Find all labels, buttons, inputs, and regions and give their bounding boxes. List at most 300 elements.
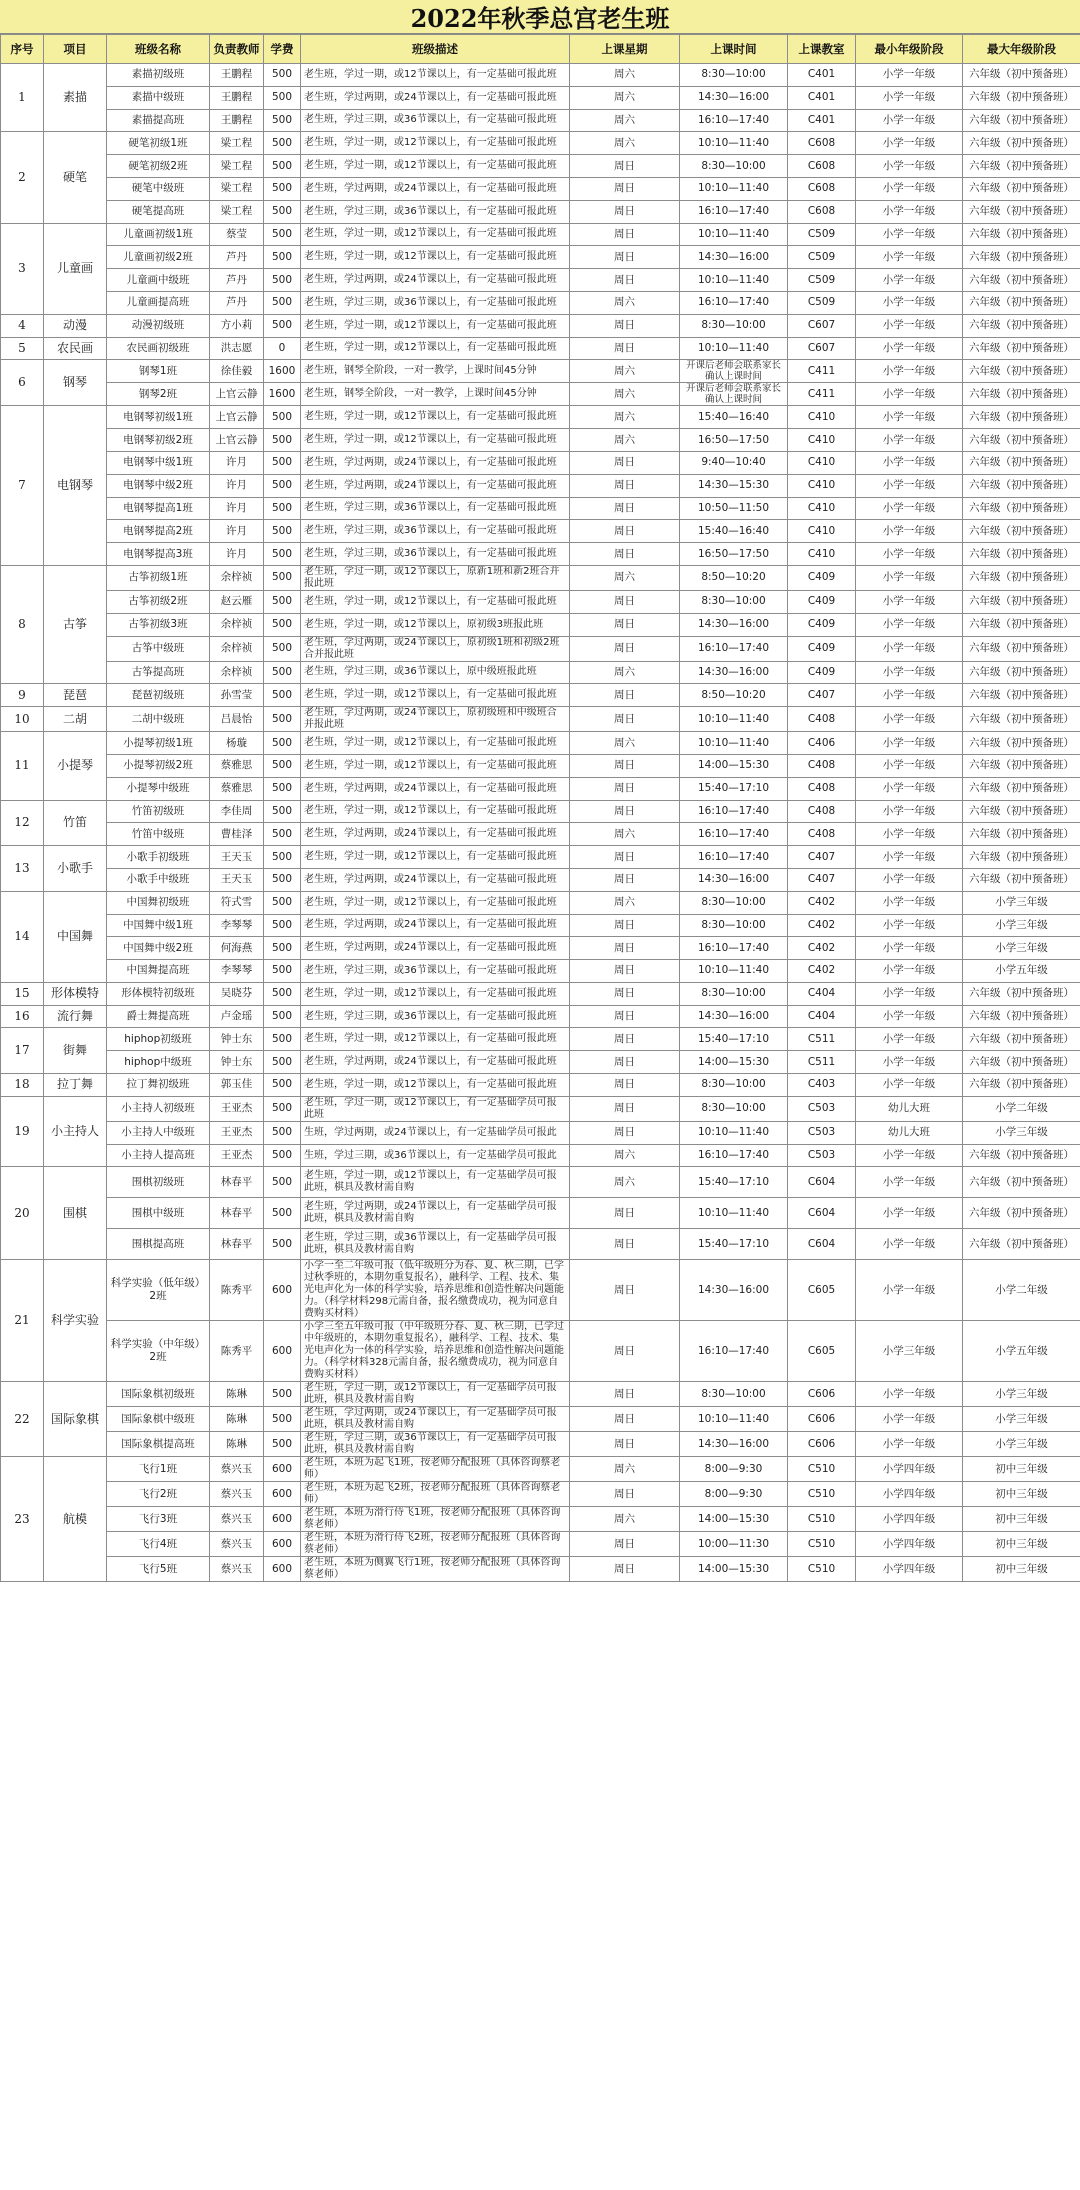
cell-description: 老生班，学过三期，或36节课以上，有一定基础可报此班	[301, 109, 570, 132]
cell-max-grade: 六年级（初中预备班）	[963, 177, 1080, 200]
cell-min-grade: 小学一年级	[856, 474, 963, 497]
cell-room: C408	[788, 777, 856, 800]
cell-weekday: 周六	[570, 1457, 680, 1482]
cell-min-grade: 小学一年级	[856, 406, 963, 429]
cell-weekday: 周日	[570, 1005, 680, 1028]
cell-min-grade: 小学一年级	[856, 684, 963, 707]
cell-weekday: 周六	[570, 732, 680, 755]
cell-class-name: 儿童画中级班	[107, 269, 210, 292]
cell-teacher: 李佳周	[210, 800, 264, 823]
cell-min-grade: 幼儿大班	[856, 1096, 963, 1121]
table-row	[1, 590, 1080, 613]
cell-fee: 500	[264, 1407, 301, 1432]
cell-class-name: 古筝初级3班	[107, 613, 210, 636]
cell-time: 8:30—10:00	[680, 155, 788, 178]
cell-project: 拉丁舞	[44, 1074, 107, 1097]
table-row	[1, 155, 1080, 178]
cell-class-name: 国际象棋中级班	[107, 1407, 210, 1432]
cell-min-grade: 小学一年级	[856, 1260, 963, 1321]
cell-description: 老生班，学过三期，或36节课以上，有一定基础可报此班	[301, 543, 570, 566]
cell-description: 老生班，学过两期，或24节课以上，有一定基础可报此班	[301, 86, 570, 109]
cell-max-grade: 初中三年级	[963, 1557, 1080, 1582]
cell-time: 8:30—10:00	[680, 914, 788, 937]
cell-time: 16:10—17:40	[680, 846, 788, 869]
cell-group-number: 15	[1, 982, 44, 1005]
cell-project: 古筝	[44, 565, 107, 683]
cell-time: 14:00—15:30	[680, 754, 788, 777]
cell-min-grade: 小学一年级	[856, 497, 963, 520]
cell-min-grade: 小学一年级	[856, 661, 963, 684]
cell-room: C408	[788, 823, 856, 846]
table-row	[1, 982, 1080, 1005]
cell-teacher: 蔡雅思	[210, 754, 264, 777]
cell-room: C411	[788, 383, 856, 406]
cell-time: 15:40—17:10	[680, 1167, 788, 1198]
cell-time: 16:10—17:40	[680, 823, 788, 846]
table-row	[1, 1482, 1080, 1507]
cell-fee: 500	[264, 1005, 301, 1028]
cell-description: 老生班，学过两期，或24节课以上，有一定基础可报此班	[301, 777, 570, 800]
cell-min-grade: 小学三年级	[856, 1321, 963, 1382]
cell-teacher: 林春平	[210, 1229, 264, 1260]
cell-weekday: 周日	[570, 613, 680, 636]
cell-max-grade: 小学三年级	[963, 1382, 1080, 1407]
cell-teacher: 王天玉	[210, 868, 264, 891]
cell-description: 小学一至二年级可报（低年级班分为春、夏、秋三期，已学过秋季班的，本期勿重复报名），融科学、工程、技术、集光电声化为一体的科学实验，培养思维和创造性解决问题能力。（科学材料298元需自备，报名缴费成功，视为同意自费购买材料）	[301, 1260, 570, 1321]
cell-time: 10:10—11:40	[680, 732, 788, 755]
cell-time: 10:10—11:40	[680, 1198, 788, 1229]
cell-teacher: 王亚杰	[210, 1121, 264, 1144]
cell-teacher: 梁工程	[210, 177, 264, 200]
cell-teacher: 许月	[210, 451, 264, 474]
cell-fee: 500	[264, 777, 301, 800]
cell-project: 素描	[44, 64, 107, 132]
cell-max-grade: 六年级（初中预备班）	[963, 474, 1080, 497]
cell-project: 航模	[44, 1457, 107, 1582]
cell-fee: 500	[264, 754, 301, 777]
cell-time: 14:30—16:00	[680, 86, 788, 109]
cell-max-grade: 六年级（初中预备班）	[963, 1229, 1080, 1260]
cell-weekday: 周日	[570, 868, 680, 891]
table-row	[1, 1121, 1080, 1144]
cell-max-grade: 六年级（初中预备班）	[963, 1074, 1080, 1097]
cell-fee: 500	[264, 960, 301, 983]
cell-max-grade: 六年级（初中预备班）	[963, 1167, 1080, 1198]
cell-fee: 500	[264, 1144, 301, 1167]
cell-room: C409	[788, 590, 856, 613]
cell-fee: 600	[264, 1507, 301, 1532]
cell-teacher: 杨璇	[210, 732, 264, 755]
table-row	[1, 1229, 1080, 1260]
cell-project: 围棋	[44, 1167, 107, 1260]
cell-fee: 500	[264, 474, 301, 497]
cell-max-grade: 六年级（初中预备班）	[963, 777, 1080, 800]
cell-max-grade: 六年级（初中预备班）	[963, 732, 1080, 755]
cell-project: 硬笔	[44, 132, 107, 223]
table-row	[1, 1028, 1080, 1051]
table-row	[1, 269, 1080, 292]
cell-room: C608	[788, 132, 856, 155]
cell-room: C404	[788, 982, 856, 1005]
cell-room: C510	[788, 1482, 856, 1507]
cell-time: 10:10—11:40	[680, 337, 788, 360]
cell-min-grade: 小学一年级	[856, 868, 963, 891]
cell-max-grade: 六年级（初中预备班）	[963, 982, 1080, 1005]
cell-max-grade: 六年级（初中预备班）	[963, 246, 1080, 269]
cell-time: 10:10—11:40	[680, 1407, 788, 1432]
cell-group-number: 8	[1, 565, 44, 683]
cell-class-name: 飞行4班	[107, 1532, 210, 1557]
cell-class-name: 小提琴中级班	[107, 777, 210, 800]
cell-room: C410	[788, 474, 856, 497]
cell-description: 老生班，学过两期，或24节课以上，有一定基础学员可报此班，棋具及教材需自购	[301, 1407, 570, 1432]
cell-fee: 600	[264, 1457, 301, 1482]
cell-min-grade: 小学一年级	[856, 246, 963, 269]
table-row	[1, 1407, 1080, 1432]
cell-description: 老生班，本班为滑行侍飞2班，按老师分配报班（具体咨询蔡老师）	[301, 1532, 570, 1557]
cell-room: C401	[788, 109, 856, 132]
cell-class-name: 中国舞中级1班	[107, 914, 210, 937]
cell-min-grade: 小学一年级	[856, 360, 963, 383]
cell-min-grade: 小学四年级	[856, 1457, 963, 1482]
cell-max-grade: 六年级（初中预备班）	[963, 800, 1080, 823]
cell-time: 8:30—10:00	[680, 64, 788, 87]
table-row	[1, 86, 1080, 109]
cell-teacher: 梁工程	[210, 200, 264, 223]
cell-teacher: 余梓祯	[210, 613, 264, 636]
cell-fee: 1600	[264, 360, 301, 383]
cell-group-number: 23	[1, 1457, 44, 1582]
cell-room: C401	[788, 86, 856, 109]
cell-room: C410	[788, 406, 856, 429]
cell-description: 老生班，学过一期，或12节课以上，有一定基础可报此班	[301, 337, 570, 360]
cell-time: 14:30—16:00	[680, 1432, 788, 1457]
cell-weekday: 周六	[570, 132, 680, 155]
cell-class-name: 小主持人中级班	[107, 1121, 210, 1144]
cell-teacher: 芦丹	[210, 246, 264, 269]
cell-teacher: 蔡兴玉	[210, 1507, 264, 1532]
cell-class-name: 硬笔初级1班	[107, 132, 210, 155]
cell-room: C402	[788, 937, 856, 960]
cell-fee: 500	[264, 1074, 301, 1097]
cell-room: C409	[788, 661, 856, 684]
table-row	[1, 291, 1080, 314]
cell-time: 8:00—9:30	[680, 1457, 788, 1482]
cell-min-grade: 小学一年级	[856, 429, 963, 452]
cell-time: 14:30—15:30	[680, 474, 788, 497]
cell-fee: 500	[264, 64, 301, 87]
cell-fee: 600	[264, 1321, 301, 1382]
cell-description: 老生班，学过一期，或12节课以上，有一定基础可报此班	[301, 1074, 570, 1097]
cell-teacher: 王鹏程	[210, 64, 264, 87]
cell-class-name: 素描提高班	[107, 109, 210, 132]
cell-min-grade: 小学一年级	[856, 177, 963, 200]
cell-fee: 500	[264, 86, 301, 109]
cell-weekday: 周日	[570, 1382, 680, 1407]
cell-description: 老生班，学过三期，或36节课以上，有一定基础可报此班	[301, 497, 570, 520]
header-room: 上课教室	[788, 35, 856, 64]
cell-room: C401	[788, 64, 856, 87]
cell-time: 8:30—10:00	[680, 314, 788, 337]
cell-class-name: 儿童画初级2班	[107, 246, 210, 269]
cell-group-number: 19	[1, 1096, 44, 1167]
cell-teacher: 郭玉佳	[210, 1074, 264, 1097]
cell-fee: 500	[264, 520, 301, 543]
cell-description: 老生班，学过三期，或36节课以上，原中级班报此班	[301, 661, 570, 684]
table-row	[1, 497, 1080, 520]
cell-weekday: 周日	[570, 800, 680, 823]
table-row	[1, 543, 1080, 566]
cell-min-grade: 小学一年级	[856, 1407, 963, 1432]
cell-teacher: 曹桂泽	[210, 823, 264, 846]
cell-teacher: 陈琳	[210, 1432, 264, 1457]
cell-class-name: 素描初级班	[107, 64, 210, 87]
cell-max-grade: 小学五年级	[963, 960, 1080, 983]
class-schedule-table	[0, 34, 1080, 1582]
cell-time: 10:10—11:40	[680, 1121, 788, 1144]
cell-time: 10:10—11:40	[680, 223, 788, 246]
cell-max-grade: 小学五年级	[963, 1321, 1080, 1382]
cell-class-name: 中国舞提高班	[107, 960, 210, 983]
cell-teacher: 芦丹	[210, 291, 264, 314]
cell-teacher: 李琴琴	[210, 960, 264, 983]
cell-max-grade: 小学三年级	[963, 1121, 1080, 1144]
cell-time: 8:30—10:00	[680, 1096, 788, 1121]
cell-min-grade: 小学一年级	[856, 200, 963, 223]
cell-room: C605	[788, 1321, 856, 1382]
cell-room: C403	[788, 1074, 856, 1097]
table-row	[1, 132, 1080, 155]
cell-fee: 600	[264, 1532, 301, 1557]
cell-group-number: 5	[1, 337, 44, 360]
cell-min-grade: 小学四年级	[856, 1532, 963, 1557]
cell-min-grade: 小学一年级	[856, 1167, 963, 1198]
cell-time: 14:30—16:00	[680, 868, 788, 891]
cell-class-name: 小提琴初级2班	[107, 754, 210, 777]
cell-weekday: 周六	[570, 360, 680, 383]
cell-room: C503	[788, 1096, 856, 1121]
cell-fee: 500	[264, 982, 301, 1005]
cell-teacher: 上官云静	[210, 429, 264, 452]
table-row	[1, 1532, 1080, 1557]
table-row	[1, 406, 1080, 429]
cell-teacher: 上官云静	[210, 383, 264, 406]
cell-min-grade: 小学一年级	[856, 132, 963, 155]
table-row	[1, 1144, 1080, 1167]
cell-time: 14:00—15:30	[680, 1557, 788, 1582]
cell-teacher: 蔡莹	[210, 223, 264, 246]
cell-min-grade: 小学一年级	[856, 590, 963, 613]
table-row	[1, 1432, 1080, 1457]
cell-min-grade: 小学一年级	[856, 982, 963, 1005]
cell-max-grade: 六年级（初中预备班）	[963, 86, 1080, 109]
cell-room: C407	[788, 868, 856, 891]
cell-class-name: 飞行3班	[107, 1507, 210, 1532]
cell-room: C404	[788, 1005, 856, 1028]
cell-class-name: 古筝初级1班	[107, 565, 210, 590]
cell-min-grade: 小学一年级	[856, 269, 963, 292]
cell-weekday: 周日	[570, 155, 680, 178]
table-row	[1, 1382, 1080, 1407]
cell-description: 老生班，学过两期，或24节课以上，有一定基础可报此班	[301, 1051, 570, 1074]
cell-weekday: 周六	[570, 823, 680, 846]
cell-time: 16:10—17:40	[680, 109, 788, 132]
cell-weekday: 周六	[570, 383, 680, 406]
cell-teacher: 蔡兴玉	[210, 1482, 264, 1507]
cell-weekday: 周日	[570, 1557, 680, 1582]
cell-max-grade: 六年级（初中预备班）	[963, 269, 1080, 292]
cell-time: 15:40—17:10	[680, 1028, 788, 1051]
cell-group-number: 20	[1, 1167, 44, 1260]
cell-class-name: hiphop中级班	[107, 1051, 210, 1074]
table-row	[1, 474, 1080, 497]
cell-fee: 500	[264, 636, 301, 661]
cell-max-grade: 初中三年级	[963, 1457, 1080, 1482]
cell-description: 老生班，学过两期，或24节课以上，有一定基础可报此班	[301, 823, 570, 846]
cell-class-name: 儿童画提高班	[107, 291, 210, 314]
cell-min-grade: 小学一年级	[856, 914, 963, 937]
cell-time: 14:30—16:00	[680, 246, 788, 269]
cell-teacher: 钟士东	[210, 1028, 264, 1051]
cell-room: C510	[788, 1557, 856, 1582]
cell-description: 老生班，学过三期，或36节课以上，有一定基础可报此班	[301, 291, 570, 314]
table-row	[1, 1198, 1080, 1229]
cell-fee: 600	[264, 1557, 301, 1582]
cell-class-name: 小主持人初级班	[107, 1096, 210, 1121]
cell-weekday: 周日	[570, 960, 680, 983]
cell-group-number: 9	[1, 684, 44, 707]
cell-description: 老生班，学过一期，或12节课以上，有一定基础可报此班	[301, 846, 570, 869]
cell-time: 10:00—11:30	[680, 1532, 788, 1557]
cell-room: C408	[788, 707, 856, 732]
cell-group-number: 3	[1, 223, 44, 314]
cell-teacher: 王天玉	[210, 846, 264, 869]
cell-description: 老生班，学过三期，或36节课以上，有一定基础学员可报此班，棋具及教材需自购	[301, 1432, 570, 1457]
cell-project: 农民画	[44, 337, 107, 360]
cell-weekday: 周日	[570, 754, 680, 777]
cell-project: 竹笛	[44, 800, 107, 846]
cell-description: 老生班，学过一期，或12节课以上，有一定基础可报此班	[301, 223, 570, 246]
table-row	[1, 1167, 1080, 1198]
cell-group-number: 2	[1, 132, 44, 223]
cell-weekday: 周六	[570, 565, 680, 590]
cell-teacher: 蔡兴玉	[210, 1557, 264, 1582]
cell-teacher: 符式雪	[210, 891, 264, 914]
cell-time: 14:30—16:00	[680, 661, 788, 684]
cell-weekday: 周日	[570, 1321, 680, 1382]
cell-min-grade: 小学一年级	[856, 314, 963, 337]
cell-max-grade: 六年级（初中预备班）	[963, 337, 1080, 360]
cell-time: 8:30—10:00	[680, 1382, 788, 1407]
cell-weekday: 周日	[570, 269, 680, 292]
cell-description: 老生班，学过一期，或12节课以上，有一定基础可报此班	[301, 754, 570, 777]
cell-min-grade: 小学一年级	[856, 800, 963, 823]
cell-group-number: 1	[1, 64, 44, 132]
cell-min-grade: 小学四年级	[856, 1557, 963, 1582]
cell-time: 16:50—17:50	[680, 543, 788, 566]
cell-teacher: 李琴琴	[210, 914, 264, 937]
cell-class-name: 古筝中级班	[107, 636, 210, 661]
cell-time: 10:10—11:40	[680, 132, 788, 155]
cell-min-grade: 小学一年级	[856, 960, 963, 983]
table-row	[1, 754, 1080, 777]
cell-teacher: 吴晓芬	[210, 982, 264, 1005]
cell-min-grade: 小学一年级	[856, 1432, 963, 1457]
cell-min-grade: 小学一年级	[856, 613, 963, 636]
table-row	[1, 1051, 1080, 1074]
cell-room: C510	[788, 1507, 856, 1532]
cell-weekday: 周日	[570, 1407, 680, 1432]
cell-description: 老生班，本班为起飞2班，按老师分配报班（具体咨询蔡老师）	[301, 1482, 570, 1507]
cell-description: 老生班，学过一期，或12节课以上，有一定基础可报此班	[301, 1028, 570, 1051]
cell-weekday: 周六	[570, 1144, 680, 1167]
table-row	[1, 1074, 1080, 1097]
cell-description: 老生班，学过一期，或12节课以上，有一定基础可报此班	[301, 155, 570, 178]
cell-room: C608	[788, 177, 856, 200]
cell-weekday: 周六	[570, 86, 680, 109]
header-class-name: 班级名称	[107, 35, 210, 64]
cell-max-grade: 六年级（初中预备班）	[963, 846, 1080, 869]
cell-project: 琵琶	[44, 684, 107, 707]
cell-fee: 500	[264, 200, 301, 223]
cell-group-number: 16	[1, 1005, 44, 1028]
cell-room: C411	[788, 360, 856, 383]
cell-max-grade: 六年级（初中预备班）	[963, 1051, 1080, 1074]
cell-description: 老生班，学过一期，或12节课以上，有一定基础学员可报此班，棋具及教材需自购	[301, 1167, 570, 1198]
table-row	[1, 823, 1080, 846]
cell-class-name: 国际象棋初级班	[107, 1382, 210, 1407]
table-header	[1, 35, 1080, 64]
cell-class-name: 飞行5班	[107, 1557, 210, 1582]
cell-min-grade: 小学一年级	[856, 64, 963, 87]
cell-min-grade: 幼儿大班	[856, 1121, 963, 1144]
table-row	[1, 314, 1080, 337]
cell-room: C409	[788, 565, 856, 590]
cell-teacher: 蔡雅思	[210, 777, 264, 800]
cell-teacher: 何海燕	[210, 937, 264, 960]
cell-min-grade: 小学一年级	[856, 1144, 963, 1167]
cell-time: 16:10—17:40	[680, 200, 788, 223]
cell-weekday: 周日	[570, 1532, 680, 1557]
cell-min-grade: 小学一年级	[856, 86, 963, 109]
cell-description: 老生班，学过一期，或12节课以上，有一定基础可报此班	[301, 891, 570, 914]
cell-fee: 500	[264, 269, 301, 292]
cell-min-grade: 小学一年级	[856, 451, 963, 474]
cell-description: 老生班，学过一期，或12节课以上，有一定基础可报此班	[301, 406, 570, 429]
cell-class-name: 琵琶初级班	[107, 684, 210, 707]
cell-class-name: 中国舞初级班	[107, 891, 210, 914]
header-max-grade: 最大年级阶段	[963, 35, 1080, 64]
cell-max-grade: 小学三年级	[963, 1407, 1080, 1432]
cell-max-grade: 小学三年级	[963, 891, 1080, 914]
cell-project: 小主持人	[44, 1096, 107, 1167]
cell-fee: 500	[264, 543, 301, 566]
table-row	[1, 200, 1080, 223]
cell-room: C509	[788, 246, 856, 269]
cell-min-grade: 小学一年级	[856, 1051, 963, 1074]
cell-weekday: 周六	[570, 429, 680, 452]
cell-class-name: 电钢琴提高1班	[107, 497, 210, 520]
cell-class-name: 钢琴2班	[107, 383, 210, 406]
cell-min-grade: 小学一年级	[856, 520, 963, 543]
cell-class-name: 电钢琴中级2班	[107, 474, 210, 497]
cell-teacher: 陈秀平	[210, 1260, 264, 1321]
cell-time: 16:10—17:40	[680, 291, 788, 314]
cell-time: 15:40—16:40	[680, 520, 788, 543]
cell-room: C410	[788, 451, 856, 474]
cell-room: C604	[788, 1167, 856, 1198]
cell-description: 老生班，学过一期，或12节课以上，有一定基础可报此班	[301, 64, 570, 87]
